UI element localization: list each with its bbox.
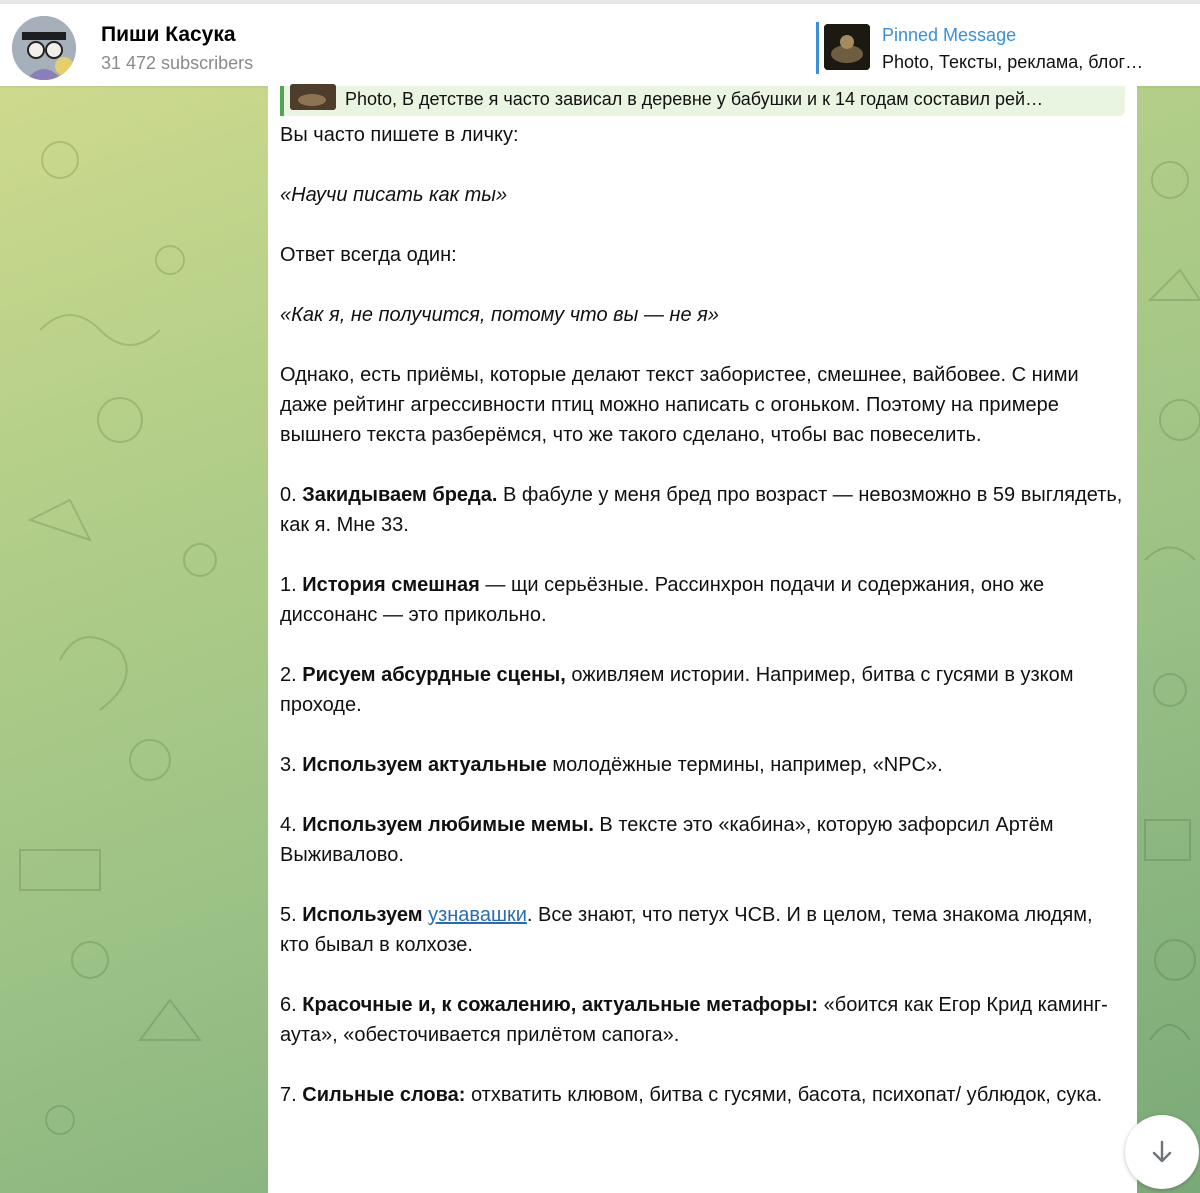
list-item	[280, 990, 1125, 1050]
arrow-down-icon	[1148, 1138, 1176, 1166]
reply-text: Photo, В детстве я часто зависал в деревне у бабушки и к 14 годам составил рей…	[345, 89, 1044, 109]
item-text: В фабуле у меня бред про возраст — невозможно в 59 выглядеть, как я. Мне 33.	[280, 484, 1123, 536]
italic-quote: «Научи писать как ты»	[280, 184, 508, 206]
message-text	[280, 120, 1125, 1140]
list-item	[280, 1080, 1125, 1110]
reply-photo-thumbnail	[290, 84, 336, 110]
subscriber-count: 31 472 subscribers	[101, 53, 254, 73]
list-item	[280, 660, 1125, 720]
item-text: В тексте это «кабина», которую зафорсил Артём Выживалово.	[280, 814, 1054, 866]
avatar-illustration	[12, 16, 76, 80]
list-item	[280, 810, 1125, 870]
channel-header	[0, 0, 1200, 86]
item-number: 0.	[280, 484, 303, 506]
channel-avatar[interactable]	[12, 16, 76, 80]
paragraph: Вы часто пишете в личку:	[280, 124, 519, 146]
item-number: 7.	[280, 1084, 303, 1106]
item-text: — щи серьёзные. Рассинхрон подачи и содержания, оно же диссонанс — это прикольно.	[280, 574, 1045, 626]
item-text: молодёжные термины, например, «NPC».	[546, 754, 943, 776]
item-number: 1.	[280, 574, 303, 596]
paragraph: Однако, есть приёмы, которые делают текст забористее, смешнее, вайбовее. С ними даже рейтинг агрессивности птиц можно написать с огоньком. Поэтому на примере вышнего текста разберёмся, что же такого сделано, чтобы вас повеселить.	[280, 364, 1079, 446]
pinned-message[interactable]	[816, 22, 1196, 74]
list-item	[280, 480, 1125, 540]
pinned-title: Pinned Message	[882, 25, 1017, 45]
link-uznavashki[interactable]: узнавашки	[428, 904, 527, 926]
item-text: «боится как Егор Крид каминг-аута», «обесточивается прилётом сапога».	[280, 994, 1108, 1046]
item-text: отхватить клювом, битва с гусями, басота, психопат/ ублюдок, сука.	[465, 1084, 1103, 1106]
item-number: 2.	[280, 664, 303, 686]
italic-quote: «Как я, не получится, потому что вы — не я»	[280, 304, 719, 326]
quote-paragraph	[280, 180, 1125, 210]
item-text: . Все знают, что петух ЧСВ. И в целом, тема знакома людям, кто бывал в колхозе.	[280, 904, 1093, 956]
item-number: 3.	[280, 754, 303, 776]
item-bold: Рисуем абсурдные сцены,	[302, 664, 566, 686]
item-bold: Используем актуальные	[302, 754, 547, 776]
message-bubble	[268, 86, 1137, 1193]
pinned-photo-thumbnail	[824, 24, 870, 70]
item-bold: Сильные слова:	[302, 1084, 466, 1106]
reply-preview[interactable]	[280, 86, 1125, 116]
item-bold: Используем любимые мемы.	[302, 814, 594, 836]
item-bold: История смешная	[302, 574, 480, 596]
quote-paragraph	[280, 300, 1125, 330]
list-item	[280, 750, 1125, 780]
channel-title[interactable]: Пиши Касука	[101, 23, 236, 46]
list-item	[280, 570, 1125, 630]
item-bold: Закидываем бреда.	[302, 484, 498, 506]
item-number: 6.	[280, 994, 303, 1016]
item-number: 5.	[280, 904, 303, 926]
pinned-indicator-bar	[816, 22, 819, 74]
item-text: оживляем истории. Например, битва с гусями в узком проходе.	[280, 664, 1074, 716]
list-item	[280, 900, 1125, 960]
item-number: 4.	[280, 814, 303, 836]
item-bold: Красочные и, к сожалению, актуальные метафоры:	[302, 994, 819, 1016]
scroll-to-bottom-button[interactable]	[1125, 1115, 1199, 1189]
item-bold: Используем	[302, 904, 423, 926]
pinned-text: Photo, Тексты, реклама, блог…	[882, 52, 1144, 72]
paragraph: Ответ всегда один:	[280, 244, 457, 266]
